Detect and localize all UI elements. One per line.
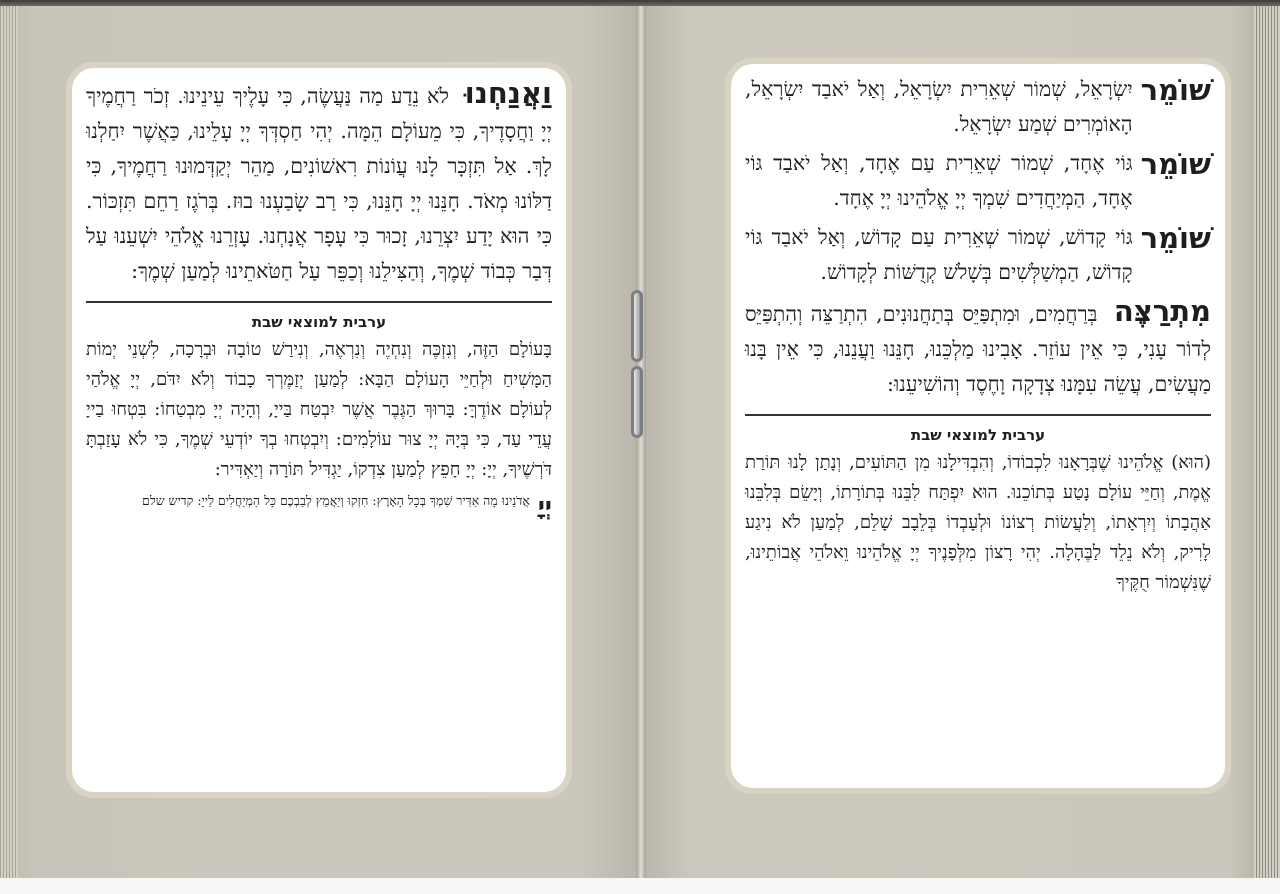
opening-lead-word: וַאֲנַחְנוּ <box>464 76 552 110</box>
section-divider <box>745 414 1211 416</box>
block-text: יִשְׂרָאֵל, שְׁמוֹר שְׁאֵרִית יִשְׂרָאֵל, וְאַל יֹאבַד יִשְׂרָאֵל, הָאוֹמְרִים שְׁמַע יִשְׂרָאֵל. <box>745 77 1133 136</box>
closing-line <box>86 491 552 521</box>
block-text: גּוֹי אֶחָד, שְׁמוֹר שְׁאֵרִית עַם אֶחָד, וְאַל יֹאבַד גּוֹי אֶחָד, הַמְיַחֲדִים שִׁמְךָ יְיָ אֱלֹהֵינוּ יְיָ אֶחָד. <box>745 151 1133 210</box>
section-text: בָּעוֹלָם הַזֶּה, וְנִזְכֶּה וְנִחְיֶה וְנִרְאֶה, וְנִירַשׁ טוֹבָה וּבְרָכָה, לִשְׁנֵי יְמוֹת הַמָּשִׁיחַ וּלְחַיֵּי הָעוֹלָם הַבָּא: לְמַעַן יְזַמֶּרְךָ כָבוֹד וְלֹא יִדֹּם, יְיָ אֱלֹהַי לְעוֹלָם אוֹדֶךָּ: בָּרוּךְ הַגֶּבֶר אֲשֶׁר יִבְטַח בַּייָ, וְהָיָה יְיָ מִבְטַחוֹ: בִּטְחוּ בַייָ עֲדֵי עַד, כִּי בְּיָהּ יְיָ צוּר עוֹלָמִים: וְיִבְטְחוּ בְךָ יוֹדְעֵי שְׁמֶךָ, כִּי לֹא עָזַבְתָּ דֹּרְשֶׁיךָ, יְיָ: יְיָ חָפֵץ לְמַעַן צִדְקוֹ, יַגְדִּיל תּוֹרָה וְיַאְדִּיר: <box>86 339 552 480</box>
closing-text: אֲדֹנֵינוּ מָה אַדִּיר שִׁמְךָ בְּכָל הָאָרֶץ: חִזְקוּ וְיַאֲמֵץ לְבַבְכֶם כָּל הַמְיַחֲלִים לַייָ: קדיש שלם <box>142 493 530 508</box>
shomer-block-2 <box>745 146 1211 216</box>
shomer-block-3 <box>745 220 1211 290</box>
book-gutter <box>636 6 646 884</box>
right-page-edges <box>1254 6 1280 884</box>
closing-lead-word: יְיָ <box>537 492 552 520</box>
staple-bottom <box>631 366 643 438</box>
bottom-background <box>0 878 1280 894</box>
block-lead-word: מִתְרַצֶּה <box>1113 294 1211 328</box>
shomer-block-1 <box>745 72 1211 142</box>
mitratze-block <box>745 294 1211 402</box>
staple-top <box>631 290 643 362</box>
opening-text: לֹא נֵדַע מַה נַּעֲשֶׂה, כִּי עָלֶיךָ עֵינֵינוּ. זְכֹר רַחֲמֶיךָ יְיָ וַחֲסָדֶיךָ, כִּי מֵעוֹלָם הֵמָּה. יְהִי חַסְדְּךָ יְיָ עָלֵינוּ, כַּאֲשֶׁר יִחַלְנוּ לָךְ. אַל תִּזְכָּר לָנוּ עֲוֹנוֹת רִאשׁוֹנִים, מַהֵר יְקַדְּמוּנוּ רַחֲמֶיךָ, כִּי דַלּוֹנוּ מְאֹד. חָנֵּנוּ יְיָ חָנֵּנוּ, כִּי רַב שָׂבַעְנוּ בוּז. בְּרֹגֶז רַחֵם תִּזְכּוֹר. כִּי הוּא יָדַע יִצְרֵנוּ, זָכוּר כִּי עָפָר אֲנָחְנוּ. עָזְרֵנוּ אֱלֹהֵי יִשְׁעֵנוּ עַל דְּבַר כְּבוֹד שְׁמֶךָ, וְהַצִּילֵנוּ וְכַפֵּר עַל חַטֹּאתֵינוּ לְמַעַן שְׁמֶךָ: <box>86 84 552 283</box>
section-title: ערבית למוצאי שבת <box>910 426 1046 444</box>
opening-paragraph <box>86 76 552 289</box>
section-title: ערבית למוצאי שבת <box>251 313 387 331</box>
section-divider <box>86 301 552 303</box>
block-lead-word: שׁוֹמֵר <box>1140 147 1211 181</box>
block-text: גּוֹי קָדוֹשׁ, שְׁמוֹר שְׁאֵרִית עַם קָדוֹשׁ, וְאַל יֹאבַד גּוֹי קָדוֹשׁ, הַמְשַׁלְּשִׁים בְּשָׁלֹשׁ קְדֻשּׁוֹת לְקָדוֹשׁ. <box>745 225 1133 284</box>
block-text: בְּרַחֲמִים, וּמִתְפַּיֵּס בְּתַחֲנוּנִים, הִתְרַצֵּה וְהִתְפַּיֵּס לְדוֹר עָנִי, כִּי אֵין עוֹזֵר. אָבִינוּ מַלְכֵּנוּ, חָנֵּנוּ וַעֲנֵנוּ, כִּי אֵין בָּנוּ מַעֲשִׂים, עֲשֵׂה עִמָּנוּ צְדָקָה וָחֶסֶד וְהוֹשִׁיעֵנוּ: <box>745 302 1211 396</box>
left-page-edges <box>0 6 18 884</box>
right-prayer-card <box>725 58 1231 794</box>
block-lead-word: שׁוֹמֵר <box>1140 221 1211 255</box>
block-lead-word: שׁוֹמֵר <box>1140 73 1211 107</box>
section-text: (הוּא) אֱלֹהֵינוּ שֶׁבְּרָאָנוּ לִכְבוֹדוֹ, וְהִבְדִּילָנוּ מִן הַתּוֹעִים, וְנָתַן לָנוּ תּוֹרַת אֱמֶת, וְחַיֵּי עוֹלָם נָטַע בְּתוֹכֵנוּ. הוּא יִפְתַּח לִבֵּנוּ בְּתוֹרָתוֹ, וְיָשֵׂם בְּלִבֵּנוּ אַהֲבָתוֹ וְיִרְאָתוֹ, וְלַעֲשׂוֹת רְצוֹנוֹ וּלְעָבְדוֹ בְּלֵבָב שָׁלֵם, לְמַעַן לֹא נִיגַע לָרִיק, וְלֹא נֵלֵד לַבֶּהָלָה. יְהִי רָצוֹן מִלְּפָנֶיךָ יְיָ אֱלֹהֵינוּ וֵאלֹהֵי אֲבוֹתֵינוּ, שֶׁנִּשְׁמוֹר חֻקֶּיךָ <box>745 452 1211 593</box>
left-prayer-card <box>66 62 572 798</box>
